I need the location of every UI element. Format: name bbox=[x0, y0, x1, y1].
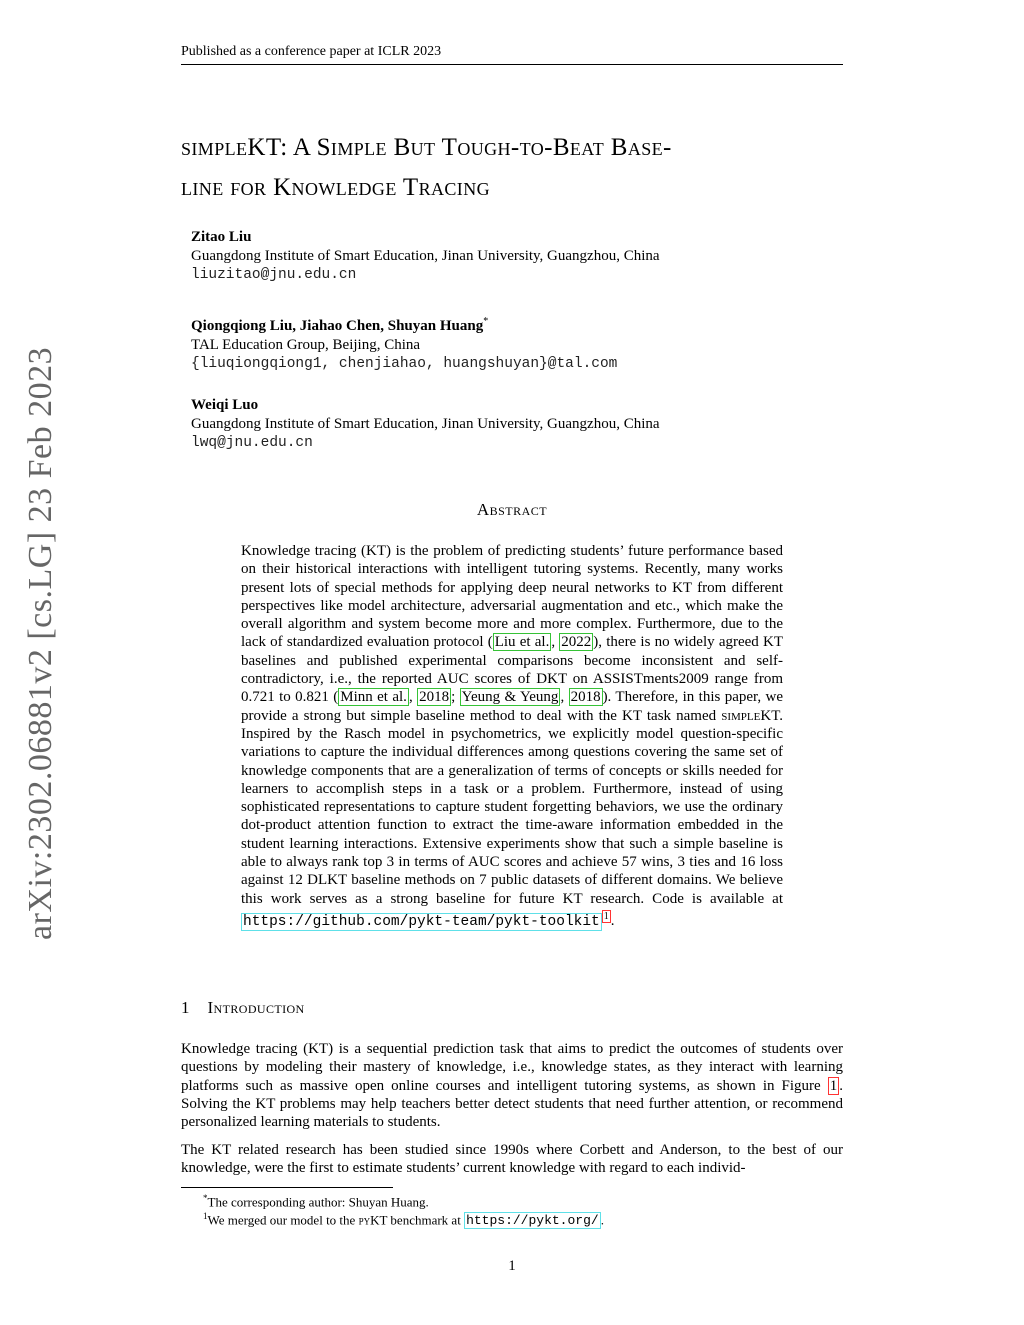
author-email: {liuqiongqiong1, chenjiahao, huangshuyan}@tal.com bbox=[191, 356, 618, 372]
author-affiliation: Guangdong Institute of Smart Education, Jinan University, Guangzhou, China bbox=[191, 416, 660, 432]
footnote-2: $^1$We merged our model to the pyKT benchmark at https://pykt.org/ . bbox=[203, 1211, 604, 1229]
footnote-text: KT benchmark at bbox=[370, 1212, 465, 1228]
abstract-text: KT. Inspired by the Rasch model in psychometrics, we explicitly model question-specific variations to capture the individual differences among questions covering the same set of knowledge components that are a generalization of terms of concepts or skills needed for learners to accomplish steps in a task or a problem. Furthermore, instead of using sophisticated representations to capture student forgetting behaviors, we use the ordinary dot-product attention function to extract the time-aware information embedded in the student learning interactions. Extensive experiments show that such a simple baseline is able to always rank top 3 in terms of AUC scores and achieve 57 wins, 3 ties and 16 loss against 12 DLKT baseline methods on 7 public datasets of different domains. We believe this work serves as a strong baseline for future KT research. Code is available at bbox=[241, 707, 783, 907]
citation-link[interactable]: Minn et al. bbox=[340, 689, 407, 706]
author-email: lwq@jnu.edu.cn bbox=[191, 435, 313, 451]
citation-year-link[interactable]: 2018 bbox=[419, 689, 450, 706]
code-url-link[interactable]: https://github.com/pykt-team/pykt-toolkit bbox=[243, 913, 600, 930]
citation-year-link[interactable]: 2022 bbox=[561, 634, 592, 651]
footnote-rule bbox=[181, 1187, 393, 1188]
section-number: 1 bbox=[181, 998, 190, 1017]
author-email: liuzitao@jnu.edu.cn bbox=[191, 267, 357, 283]
title-line-1: simpleKT: A Simple But Tough-to-Beat Base- bbox=[181, 134, 672, 161]
intro-text: Knowledge tracing (KT) is a sequential prediction task that aims to predict the outcomes of students over questions by modeling their mastery of knowledge, i.e., knowledge states, as they interact with learning platforms such as massive open online courses and intelligent tutoring systems, as shown in Figure bbox=[181, 1041, 843, 1094]
footnote-text: The corresponding author: Shuyan Huang. bbox=[207, 1194, 429, 1210]
abstract-heading: Abstract bbox=[476, 500, 548, 519]
citation-link[interactable]: Yeung & Yeung bbox=[461, 689, 559, 706]
section-title: Introduction bbox=[207, 998, 305, 1017]
running-header: Published as a conference paper at ICLR 2023 bbox=[181, 44, 843, 65]
author-affiliation: Guangdong Institute of Smart Education, Jinan University, Guangzhou, China bbox=[191, 248, 660, 264]
abstract-text: Knowledge tracing (KT) is the problem of predicting students’ future performance based on their historical interactions with intelligent tutoring systems. Recently, many works present lots of special methods for applying deep neural networks to KT from different perspectives like model architecture, adversarial augmentation and etc., which make the overall algorithm and system become more and more complex. Furthermore, due to the lack of standardized evaluation protocol ( bbox=[241, 543, 783, 651]
page-number: 1 bbox=[508, 1258, 516, 1274]
corresponding-mark: * bbox=[483, 316, 489, 327]
citation-link[interactable]: Liu et al. bbox=[494, 634, 550, 651]
footnote-ref-link[interactable]: 1 bbox=[603, 910, 609, 922]
pykt-url-link[interactable]: https://pykt.org/ bbox=[466, 1213, 599, 1229]
intro-paragraph-1 bbox=[181, 1040, 843, 1131]
abstract-body: Knowledge tracing (KT) is the problem of predicting students’ future performance based on their historical interactions with intelligent tutoring systems. Recently, many works present lots of special methods for applying deep neural networks to KT from different perspectives like model architecture, adversarial augmentation and etc., which make the overall algorithm and system become more and more complex. Furthermore, due to the lack of standardized evaluation protocol ( Liu et al. , 2022 ), there is no widely agreed KT baselines and published experimental comparisons become inconsistent and self-contradictory, i.e., the reported AUC scores of DKT on ASSISTments2009 range from 0.721 to 0.821 ( Minn et al. , 2018 ; Yeung & Yeung , 2018 ). Therefore, in this paper, we provide a strong but simple baseline method to deal with the KT task named simpleKT. Inspired by the Rasch model in psychometrics, we explicitly model question-specific variations to capture the individual differences among questions covering the same set of knowledge components that are a generalization of terms of concepts or skills needed for learners to accomplish steps in a task or a problem. Furthermore, instead of using sophisticated representations to capture student forgetting behaviors, we use the ordinary dot-product attention function to extract the time-aware information embedded in the student learning interactions. Extensive experiments show that such a simple baseline is able to always rank top 3 in terms of AUC scores and achieve 57 wins, 3 ties and 16 loss against 12 DLKT baseline methods on 7 public datasets of different domains. We believe this work serves as a strong baseline for future KT research. Code is available at https://github.com/pykt-team/pykt-toolkit $^1$ . bbox=[241, 543, 784, 930]
method-name: simple bbox=[721, 707, 761, 724]
abstract-text: ). Therefore, in this paper, we provide a strong but simple baseline method to deal with the KT task named bbox=[241, 689, 784, 724]
author-name: Weiqi Luo bbox=[191, 397, 259, 413]
footnote-mark: * bbox=[203, 1193, 208, 1203]
author-block-3 bbox=[191, 396, 851, 453]
author-affiliation: TAL Education Group, Beijing, China bbox=[191, 337, 421, 353]
intro-text: The KT related research has been studied since 1990s where Corbett and Anderson, to the best of our knowledge, were the first to estimate students’ current knowledge with regard to each individ- bbox=[181, 1142, 843, 1177]
figure-ref-link[interactable]: 1 bbox=[829, 1077, 838, 1094]
footnote-text: We merged our model to the bbox=[207, 1212, 359, 1228]
footnote-text: py bbox=[358, 1212, 371, 1228]
arxiv-stamp: arXiv:2302.06881v2 [cs.LG] 23 Feb 2023 bbox=[22, 346, 59, 940]
author-block-2 bbox=[191, 312, 851, 374]
citation-year-link[interactable]: 2018 bbox=[570, 689, 601, 706]
title-line-2: line for Knowledge Tracing bbox=[181, 174, 490, 201]
section-heading bbox=[181, 998, 305, 1018]
author-name: Zitao Liu bbox=[191, 229, 252, 245]
author-block-1 bbox=[191, 228, 851, 285]
paper-title bbox=[181, 128, 861, 208]
author-name: Qiongqiong Liu, Jiahao Chen, Shuyan Huang bbox=[191, 318, 484, 334]
intro-text: . Solving the KT problems may help teachers better detect students that need further attention, or recommend personalized learning materials to students. bbox=[181, 1077, 843, 1131]
footnote-mark: 1 bbox=[203, 1211, 208, 1221]
abstract-text: ), there is no widely agreed KT baselines and published experimental comparisons become inconsistent and self-contradictory, i.e., the reported AUC scores of DKT on ASSISTments2009 range from 0.721 to 0.821 ( bbox=[241, 634, 783, 706]
intro-paragraph-2 bbox=[181, 1141, 843, 1178]
